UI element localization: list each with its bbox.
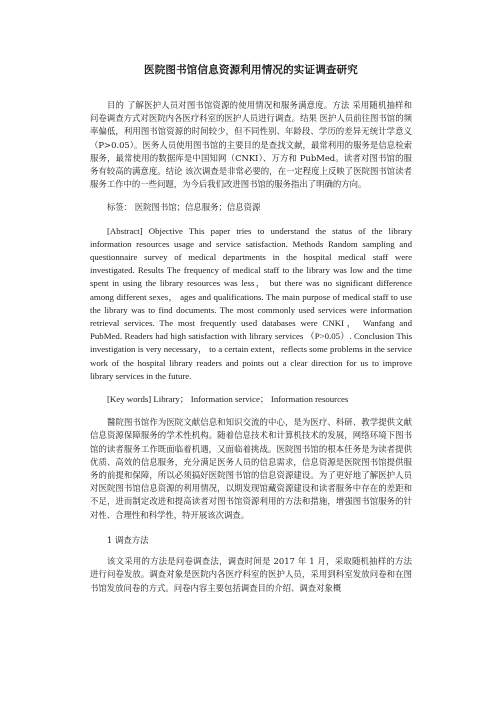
paper-title: 医院图书馆信息资源利用情况的实证调查研究 <box>144 64 358 76</box>
section-heading: 1 调查方法 <box>107 534 149 545</box>
introduction-paragraph: 醫院图书馆作为医院文献信息和知识交流的中心，是为医疗、科研、教学提供文献信息资源保障服务的学术性机构。随着信息技术和计算机技术的发展，网络环境下图书馆的读者服务工作既面临着机遇，又面临着挑战。医院图书馆的根本任务是为读者提供优质、高效的信息服务，充分满足医务人员的信息需求，信息资源是医院图书馆提供服务的前提和保障，所以必须搞好医院图书馆的信息资源建设。为了更好地了解医护人员对医院图书馆信息资源的利用情况，以期发现馆藏资源建设和读者服务中存在的差距和不足，进而制定改进和提高读者对图书馆资源利用的方法和措施，增强图书馆服务的针对性、合理性和科学性，特开展该次调查。 <box>90 417 412 520</box>
keywords-chinese: 标签： 医院图书馆；信息服务；信息资源 <box>107 202 261 213</box>
keywords-english: [Key words] Library； Information service； Information resources <box>107 394 349 405</box>
document-body <box>90 62 412 595</box>
abstract-english: [Abstract] Objective This paper tries to understand the status of the library information resources usage and service satisfaction. Methods Random sampling and questionnaire survey of medical departments in the hospital medical staff were investigated. Results The frequency of medical staff to the library was low and the time spent in using the library resources was less， but there was no significant difference among different sexes， ages and qualifications. The main purpose of medical staff to use the library was to find documents. The most commonly used services were information retrieval services. The most frequently used databases were CNKI， Wanfang and PubMed. Readers had high satisfaction with library services （P>0.05）. Conclusion This investigation is very necessary， to a certain extent，reflects some problems in the service work of the hospital library readers and points out a clear direction for us to improve library services in the future. <box>90 225 412 381</box>
section-body: 该文采用的方法是问卷调查法，调查时间是 2017 年 1 月，采取随机抽样的方法进行问卷发放。调查对象是医院内各医疗科室的医护人员，采用到科室发放问卷和在图书馆发放问卷的方式。问卷内容主要包括调查目的介绍、调查对象概 <box>90 556 412 593</box>
abstract-chinese: 目的 了解医护人员对图书馆资源的使用情况和服务满意度。方法 采用随机抽样和问卷调查方式对医院内各医疗科室的医护人员进行调查。结果 医护人员前往图书馆的频率偏低，利用图书馆资源的时间较少，但不同性别、年龄段、学历的差异无统计学意义（P>0.05）。医务人员使用图书馆的主要目的是查找文献，最常利用的服务是信息检索服务，最常使用的数据库是中国知网（CNKI）、万方和 PubMed。读者对图书馆的服务有较高的满意度。结论 该次调查是非常必要的，在一定程度上反映了医院图书馆读者服务工作中的一些问题，为今后我们改进图书馆的服务指出了明确的方向。 <box>90 100 412 190</box>
